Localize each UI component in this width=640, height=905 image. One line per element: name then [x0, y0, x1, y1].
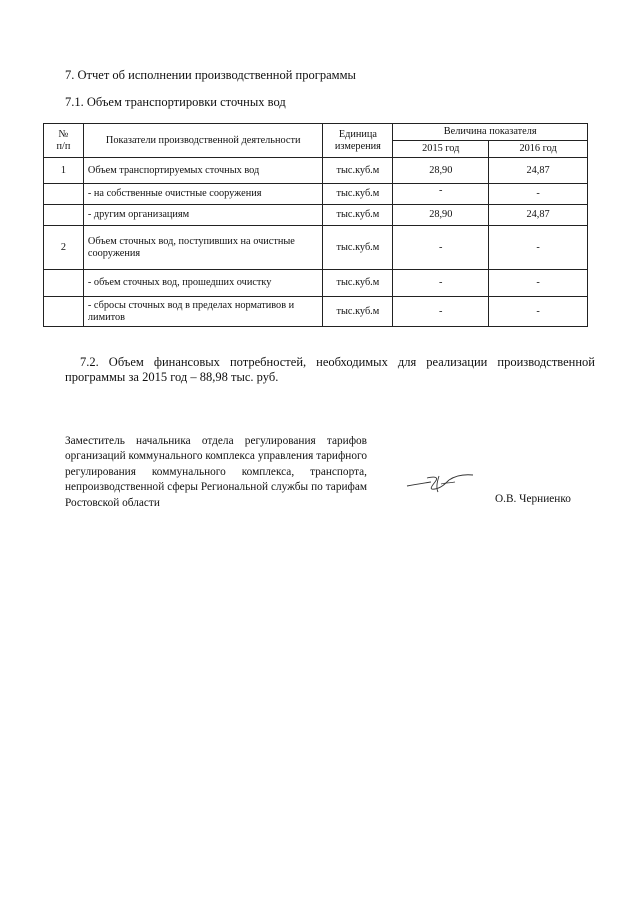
header-year-2015: 2015 год	[393, 141, 489, 158]
row-value-2015: -	[393, 184, 489, 205]
header-year-2016: 2016 год	[489, 141, 588, 158]
row-num: 1	[44, 158, 84, 184]
table-row	[44, 270, 588, 297]
row-value-2016: 24,87	[489, 205, 588, 226]
table-row	[44, 226, 588, 270]
finance-text: 7.2. Объем финансовых потребностей, необходимых для реализации производственной программы за 2015 год – 88,98 тыс. руб.	[65, 355, 595, 384]
subsection-heading: 7.1. Объем транспортировки сточных вод	[65, 95, 286, 109]
row-value-2016: -	[489, 270, 588, 297]
signatory-position: Заместитель начальника отдела регулирования тарифов организаций коммунального комплекса управления тарифного регулирования коммунального комплекса, транспорта, непроизводственной сферы Региональной службы по тарифам Ростовской области	[65, 435, 367, 509]
row-unit: тыс.куб.м	[323, 184, 393, 205]
table-row	[44, 184, 588, 205]
row-num	[44, 270, 84, 297]
row-name: - на собственные очистные сооружения	[83, 184, 323, 205]
table-row	[44, 297, 588, 327]
table-row	[44, 205, 588, 226]
header-value-group: Величина показателя	[393, 124, 588, 141]
row-unit: тыс.куб.м	[323, 297, 393, 327]
row-name: - сбросы сточных вод в пределах нормативов и лимитов	[83, 297, 323, 327]
row-unit: тыс.куб.м	[323, 226, 393, 270]
row-value-2016: -	[489, 297, 588, 327]
row-unit: тыс.куб.м	[323, 205, 393, 226]
row-name: - объем сточных вод, прошедших очистку	[83, 270, 323, 297]
row-name: Объем сточных вод, поступивших на очистные сооружения	[83, 226, 323, 270]
row-num	[44, 205, 84, 226]
row-value-2016: -	[489, 184, 588, 205]
row-unit: тыс.куб.м	[323, 270, 393, 297]
header-num: № п/п	[44, 124, 84, 158]
row-value-2016: -	[489, 226, 588, 270]
row-num: 2	[44, 226, 84, 270]
finance-paragraph	[65, 355, 595, 385]
signatory-name: О.В. Черниенко	[495, 493, 571, 505]
table-row	[44, 158, 588, 184]
row-value-2015: 28,90	[393, 158, 489, 184]
row-num	[44, 184, 84, 205]
row-unit: тыс.куб.м	[323, 158, 393, 184]
row-name: Объем транспортируемых сточных вод	[83, 158, 323, 184]
row-num	[44, 297, 84, 327]
row-value-2015: -	[393, 297, 489, 327]
header-unit: Единица измерения	[323, 124, 393, 158]
section-heading: 7. Отчет об исполнении производственной программы	[65, 68, 356, 82]
row-value-2015: -	[393, 226, 489, 270]
transport-table	[43, 123, 588, 327]
handwritten-signature	[405, 470, 475, 498]
row-name: - другим организациям	[83, 205, 323, 226]
row-value-2016: 24,87	[489, 158, 588, 184]
row-value-2015: -	[393, 270, 489, 297]
row-value-2015: 28,90	[393, 205, 489, 226]
header-indicator: Показатели производственной деятельности	[83, 124, 323, 158]
